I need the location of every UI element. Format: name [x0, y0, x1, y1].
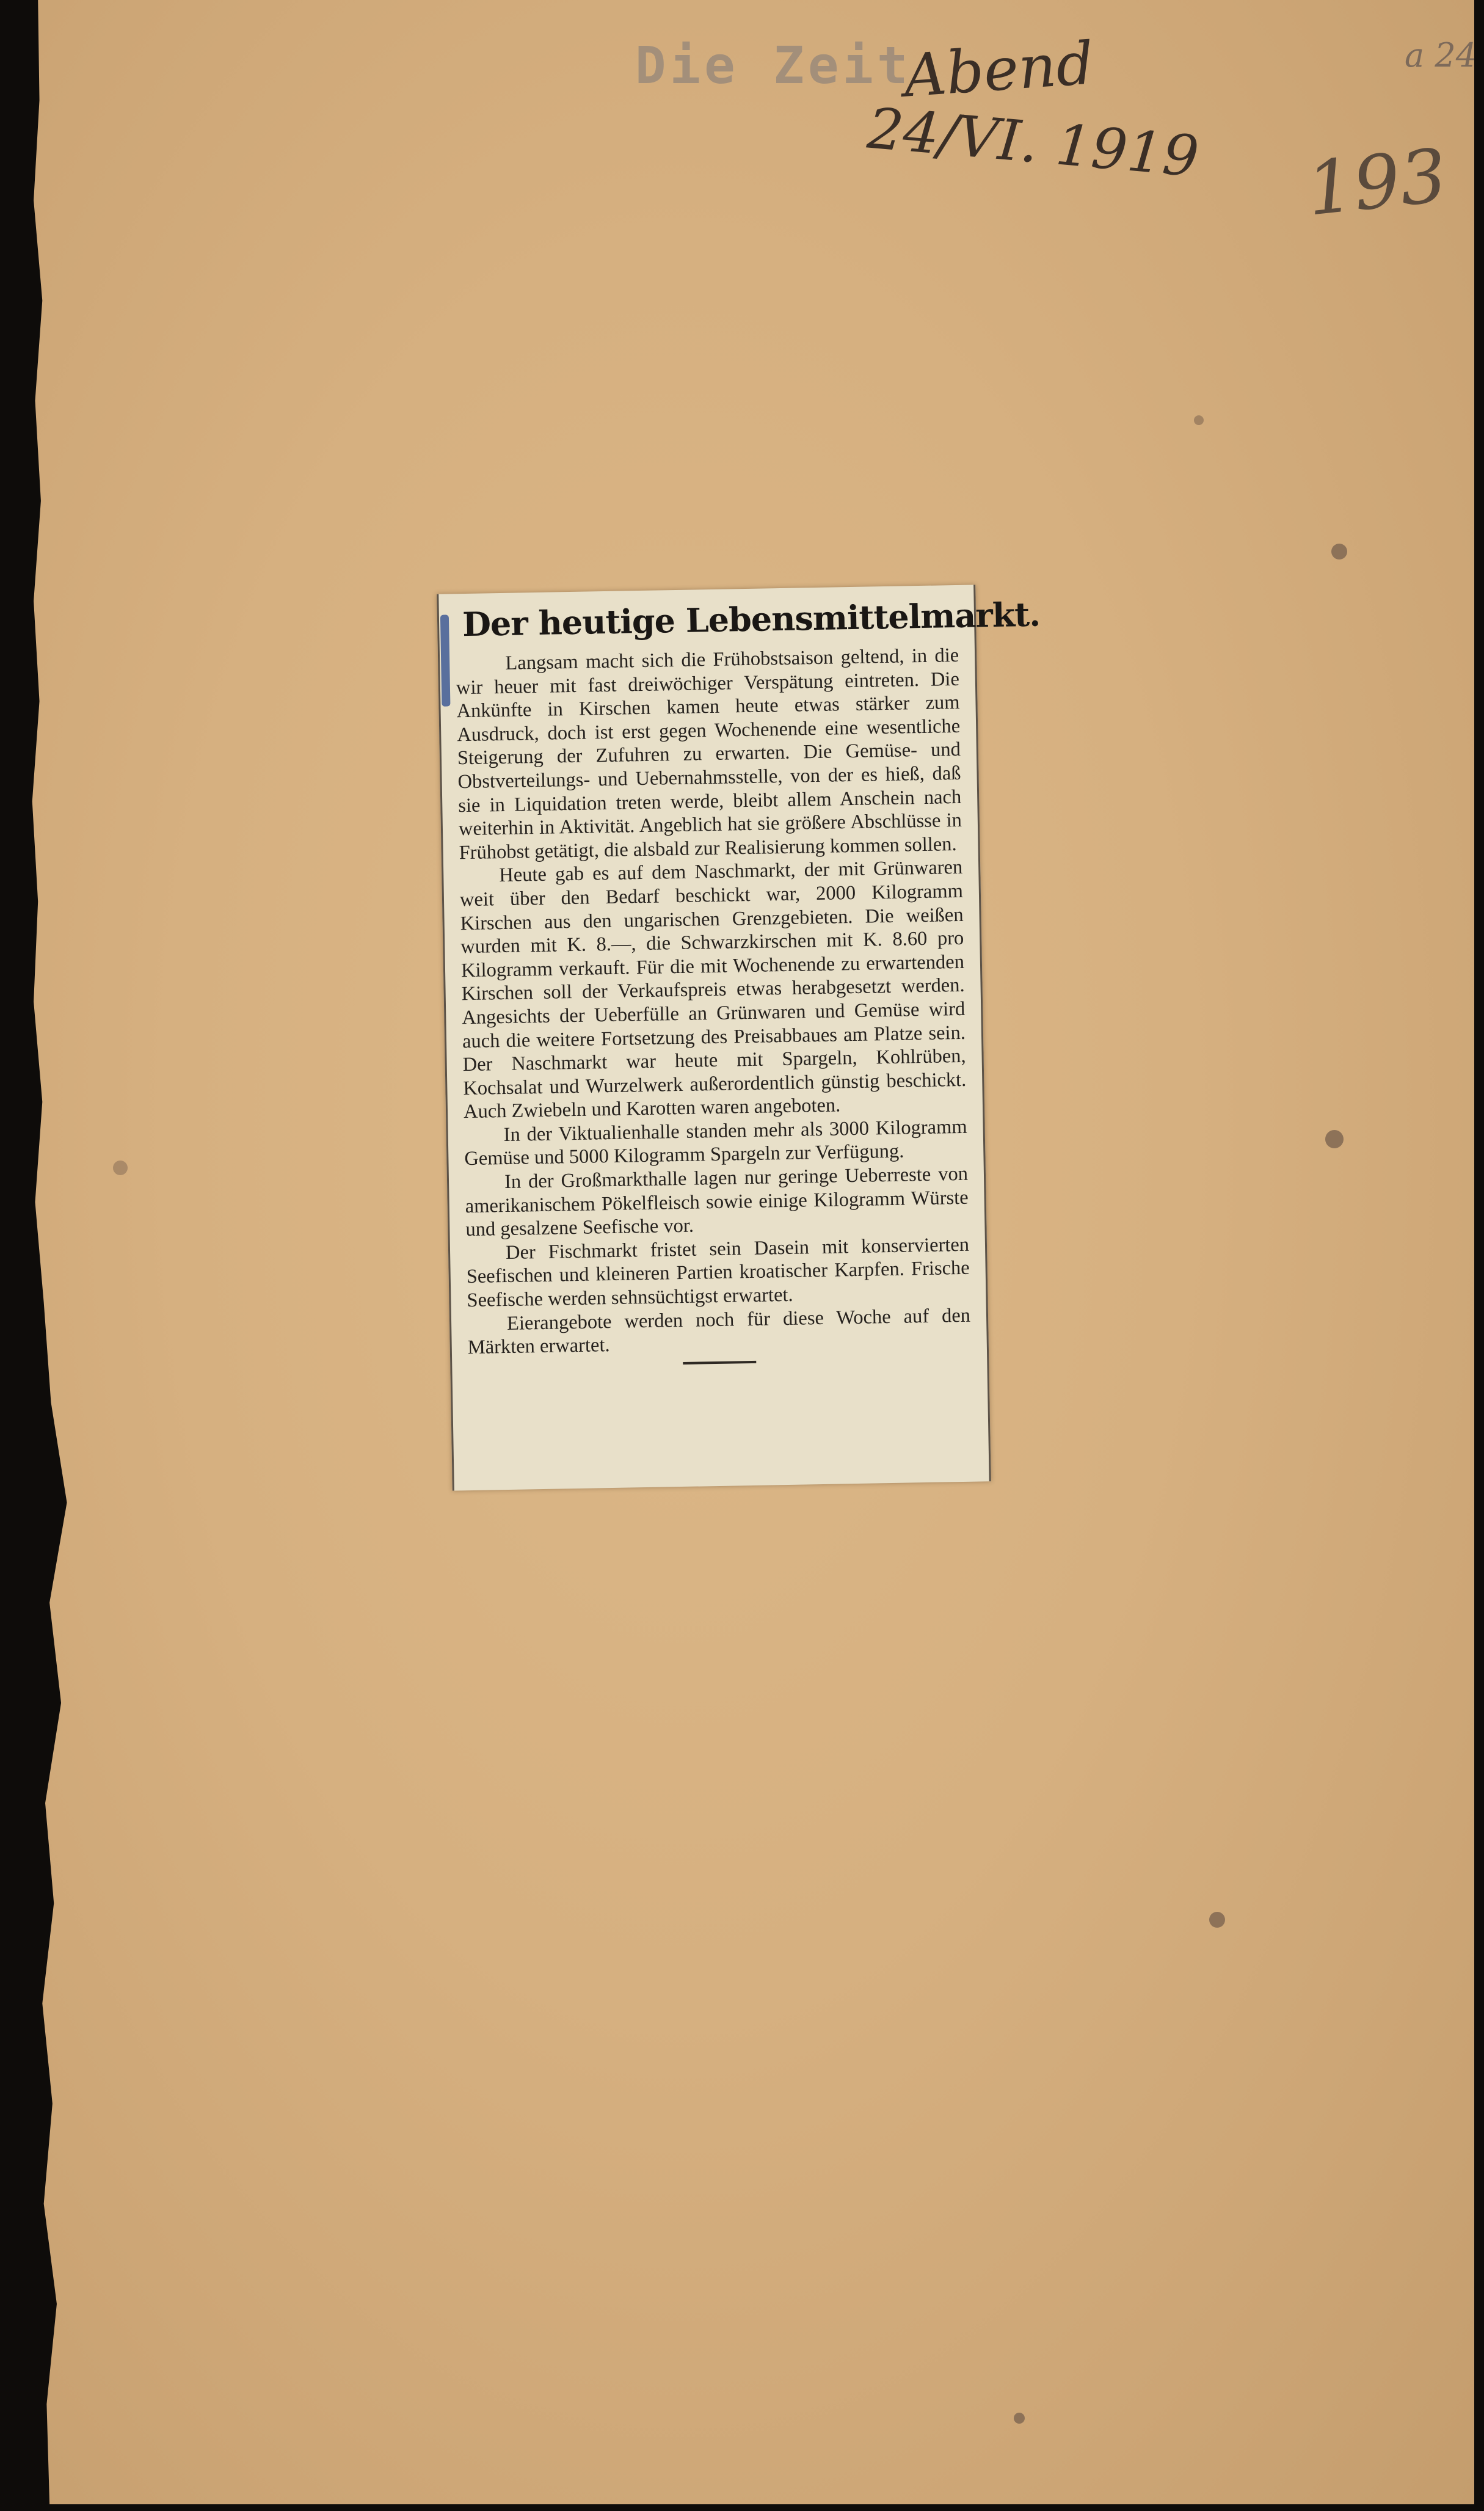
- handwritten-date-note: 24/VI. 1919: [865, 95, 1202, 190]
- newspaper-stamp: Die Zeit: [635, 35, 912, 95]
- article-paragraph: In der Viktualienhalle standen mehr als 3000 Kilogramm Gemüse und 5000 Kilogramm Spargeln zur Verfügung.: [464, 1115, 967, 1170]
- article-paragraph: Langsam macht sich die Frühobstsaison geltend, in die wir heuer mit fast dreiwöchiger Verspätung eintreten. Die Ankünfte in Kirschen kamen heute etwas stärker zum Ausdruck, doch ist erst gegen Wochenende eine wesentliche Steigerung der Zufuhren zu erwarten. Die Gemüse- und Obstverteilungs- und Uebernahmsstelle, von der es hieß, daß sie in Liquidation treten werde, bleibt allem Anschein nach weiterhin in Aktivität. Angeblich hat sie größere Abschlüsse in Frühobst getätigt, die alsbald zur Realisierung kommen sollen.: [456, 644, 962, 864]
- handwritten-corner-note: a 24: [1405, 36, 1477, 75]
- paper-stain: [1209, 1912, 1225, 1928]
- paper-stain: [1014, 2413, 1025, 2424]
- paper-stain: [113, 1161, 128, 1175]
- handwritten-edition-note: Abend: [901, 29, 1096, 111]
- article-paragraph: Heute gab es auf dem Naschmarkt, der mit Grünwaren weit über den Bedarf beschickt war, 2000 Kilogramm Kirschen aus den ungarischen Grenzgebieten. Die weißen wurden mit K. 8.—, die Schwarzkirschen mit K. 8.60 pro Kilogramm verkauft. Für die mit Wochenende zu erwartenden Kirschen soll der Verkaufspreis etwas herabgesetzt werden. Angesichts der Ueberfülle an Grünwaren und Gemüse wird auch die weitere Fortsetzung des Preisabbaues am Platze sein. Der Naschmarkt war heute mit Spargeln, Kohlrüben, Kochsalat und Wurzelwerk außerordentlich günstig beschickt. Auch Zwiebeln und Karotten waren angeboten.: [459, 856, 967, 1123]
- paper-stain: [1331, 544, 1347, 559]
- paper-stain: [1325, 1130, 1344, 1148]
- article-paragraph: Der Fischmarkt fristet sein Dasein mit konservierten Seefischen und kleineren Partien kroatischer Karpfen. Frische Seefische werden sehnsüchtigst erwartet.: [466, 1233, 970, 1312]
- handwritten-folio-number: 193: [1303, 133, 1451, 233]
- article-end-rule: [683, 1361, 756, 1365]
- paper-stain: [1194, 415, 1204, 425]
- blue-pencil-mark: [440, 614, 451, 706]
- article-paragraph: Eierangebote werden noch für diese Woche auf den Märkten erwartet.: [467, 1304, 971, 1359]
- article-paragraph: In der Großmarkthalle lagen nur geringe Ueberreste von amerikanischem Pökelfleisch sowie einige Kilogramm Würste und gesalzene Seefische vor.: [465, 1162, 969, 1241]
- article-headline: Der heutige Lebensmittelmarkt.: [462, 594, 1041, 644]
- newspaper-clipping: [437, 585, 1041, 1490]
